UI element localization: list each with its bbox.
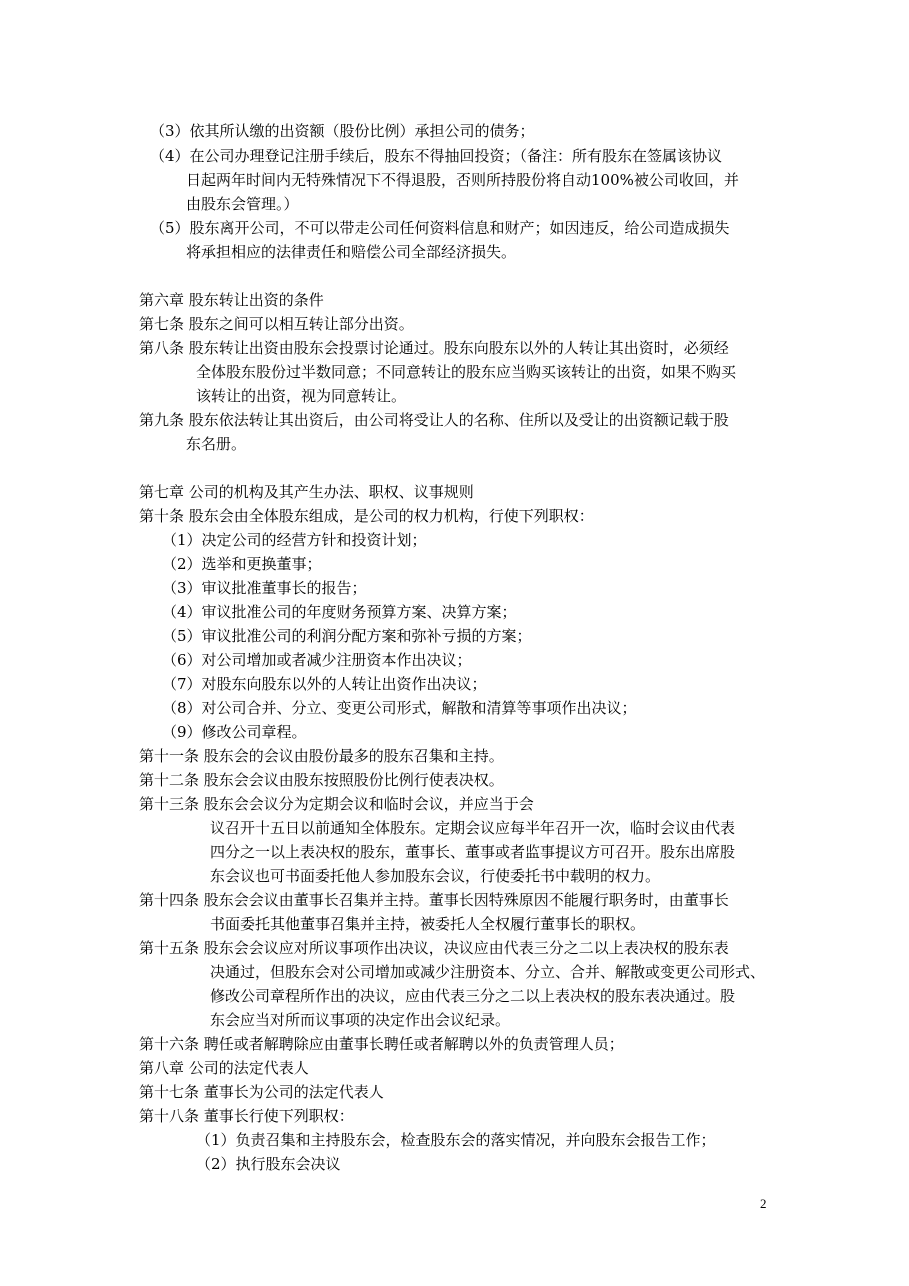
chapter-heading: 第七章 公司的机构及其产生办法、职权、议事规则 (139, 483, 474, 501)
text-line: 第十七条 董事长为公司的法定代表人 (139, 1083, 384, 1101)
list-item: （3）审议批准董事长的报告； (162, 579, 367, 597)
text-line: （4）在公司办理登记注册手续后，股东不得抽回投资；（备注：所有股东在签属该协议 (150, 147, 723, 165)
list-item: （8）对公司合并、分立、变更公司形式，解散和清算等事项作出决议； (162, 699, 637, 717)
text-line: 第十四条 股东会会议由董事长召集并主持。董事长因特殊原因不能履行职务时，由董事长 (139, 891, 729, 909)
chapter-heading: 第六章 股东转让出资的条件 (139, 291, 324, 309)
list-item: （6）对公司增加或者减少注册资本作出决议； (162, 651, 472, 669)
text-line: 日起两年时间内无特殊情况下不得退股，否则所持股份将自动100%被公司收回，并 (186, 171, 739, 189)
list-item: （1）负责召集和主持股东会，检查股东会的落实情况，并向股东会报告工作； (196, 1131, 716, 1149)
text-line: 第十三条 股东会会议分为定期会议和临时会议，并应当于会 (139, 795, 534, 813)
list-item: （2）选举和更换董事； (162, 555, 322, 573)
list-item: （7）对股东向股东以外的人转让出资作出决议； (162, 675, 487, 693)
page-number: 2 (760, 1196, 767, 1211)
text-line: 第十条 股东会由全体股东组成，是公司的权力机构，行使下列职权： (139, 507, 594, 525)
chapter-heading: 第八章 公司的法定代表人 (139, 1059, 309, 1077)
text-line: 将承担相应的法律责任和赔偿公司全部经济损失。 (186, 243, 517, 261)
list-item: （9）修改公司章程。 (162, 723, 307, 741)
text-line: 第七条 股东之间可以相互转让部分出资。 (139, 315, 414, 333)
text-line: 四分之一以上表决权的股东，董事长、董事或者监事提议方可召开。股东出席股 (210, 843, 736, 861)
text-line: （3）依其所认缴的出资额（股份比例）承担公司的债务； (150, 122, 535, 140)
text-line: 东名册。 (186, 435, 247, 453)
list-item: （5）审议批准公司的利润分配方案和弥补亏损的方案； (162, 627, 532, 645)
text-line: 该转让的出资，视为同意转让。 (196, 387, 407, 405)
list-item: （4）审议批准公司的年度财务预算方案、决算方案； (162, 603, 517, 621)
text-line: （5）股东离开公司，不可以带走公司任何资料信息和财产；如因违反，给公司造成损失 (150, 219, 730, 237)
text-line: 东会应当对所而议事项的决定作出会议纪录。 (210, 1011, 511, 1029)
text-line: 第十五条 股东会会议应对所议事项作出决议，决议应由代表三分之二以上表决权的股东表 (139, 939, 729, 957)
text-line: 第十一条 股东会的会议由股份最多的股东召集和主持。 (139, 747, 504, 765)
text-line: 决通过，但股东会对公司增加或减少注册资本、分立、合并、解散或变更公司形式、 (210, 963, 766, 981)
text-line: 第八条 股东转让出资由股东会投票讨论通过。股东向股东以外的人转让其出资时，必须经 (139, 339, 729, 357)
text-line: 第九条 股东依法转让其出资后，由公司将受让人的名称、住所以及受让的出资额记载于股 (139, 411, 729, 429)
text-line: 第十六条 聘任或者解聘除应由董事长聘任或者解聘以外的负责管理人员； (139, 1035, 624, 1053)
list-item: （2）执行股东会决议 (196, 1155, 341, 1173)
text-line: 由股东会管理。） (186, 195, 299, 213)
text-line: 修改公司章程所作出的决议，应由代表三分之二以上表决权的股东表决通过。股 (210, 987, 736, 1005)
text-line: 书面委托其他董事召集并主持，被委托人全权履行董事长的职权。 (210, 915, 646, 933)
text-line: 东会议也可书面委托他人参加股东会议，行使委托书中载明的权力。 (210, 867, 661, 885)
text-line: 议召开十五日以前通知全体股东。定期会议应每半年召开一次，临时会议由代表 (210, 819, 736, 837)
list-item: （1）决定公司的经营方针和投资计划； (162, 531, 427, 549)
text-line: 全体股东股份过半数同意；不同意转让的股东应当购买该转让的出资，如果不购买 (196, 363, 737, 381)
text-line: 第十二条 股东会会议由股东按照股份比例行使表决权。 (139, 771, 504, 789)
text-line: 第十八条 董事长行使下列职权： (139, 1107, 354, 1125)
